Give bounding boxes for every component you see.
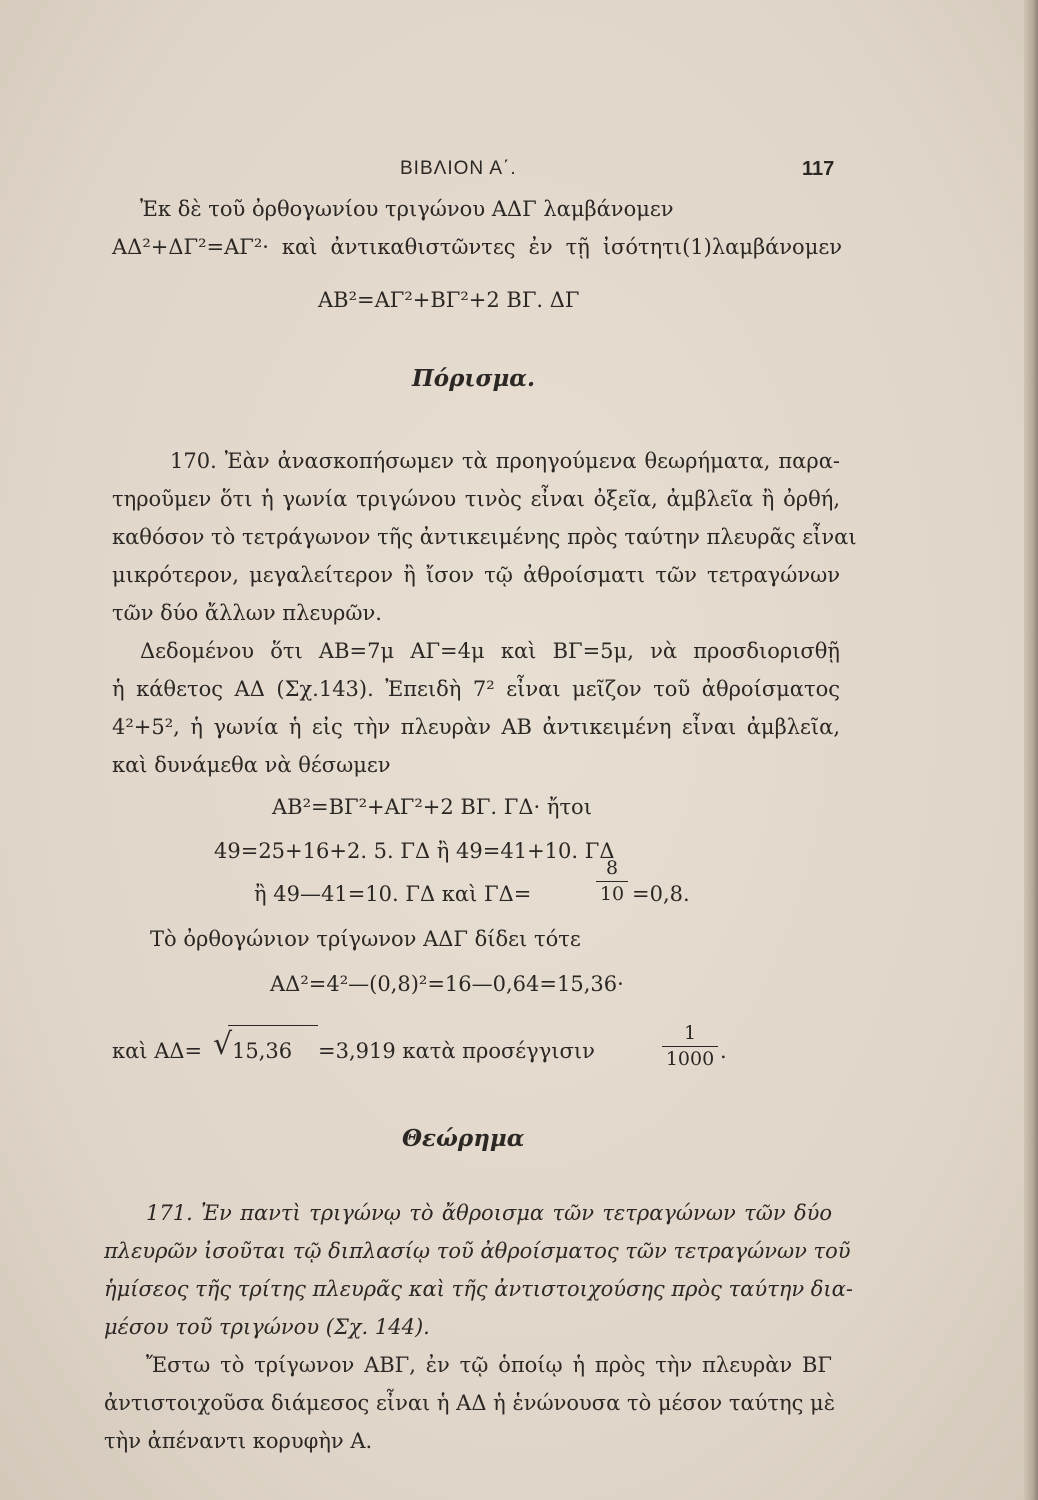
paragraph-line: μικρότερον, μεγαλείτερον ἢ ἴσον τῷ ἀθροίσματι τῶν τετραγώνων	[112, 563, 840, 587]
theorem-heading: Θεώρημα	[402, 1125, 525, 1152]
theorem-line	[146, 1199, 832, 1227]
equation: =0,8.	[632, 882, 690, 906]
paragraph-line: Τὸ ὀρθογώνιον τρίγωνον ΑΔΓ δίδει τότε	[150, 927, 581, 951]
paragraph-line: Δεδομένου ὅτι ΑΒ=7μ ΑΓ=4μ καὶ ΒΓ=5μ, νὰ προσδιορισθῇ	[140, 639, 840, 663]
fraction	[596, 857, 628, 905]
fraction-denominator: 1000	[662, 1046, 718, 1070]
equation: ἢ 49—41=10. ΓΔ καὶ ΓΔ=	[254, 882, 532, 906]
theorem-text: 171. Ἐν παντὶ τριγώνῳ τὸ ἄθροισμα τῶν τετραγώνων τῶν δύο	[146, 1201, 832, 1225]
paragraph-line: ἡ κάθετος ΑΔ (Σχ.143). Ἐπειδὴ 7² εἶναι μεῖζον τοῦ ἀθροίσματος	[112, 677, 840, 701]
paragraph-line: 170. Ἐὰν ἀνασκοπήσωμεν τὰ προηγούμενα θεωρήματα, παρα-	[170, 449, 840, 473]
paragraph-line: 4²+5², ἡ γωνία ἡ εἰς τὴν πλευρὰν ΑΒ ἀντικειμένη εἶναι ἀμβλεῖα,	[112, 715, 840, 739]
proof-line: Ἔστω τὸ τρίγωνον ΑΒΓ, ἐν τῷ ὁποίῳ ἡ πρὸς τὴν πλευρὰν ΒΓ	[146, 1353, 832, 1377]
page-number: 117	[802, 158, 835, 180]
equation: 49=25+16+2. 5. ΓΔ ἢ 49=41+10. ΓΔ	[214, 839, 615, 863]
sqrt-radicand: 15,36	[232, 1039, 293, 1063]
paragraph-line: καὶ δυνάμεθα νὰ θέσωμεν	[112, 753, 391, 777]
theorem-line: πλευρῶν ἰσοῦται τῷ διπλασίῳ τοῦ ἀθροίσματος τῶν τετραγώνων τοῦ	[104, 1239, 851, 1263]
theorem-line: μέσου τοῦ τριγώνου (Σχ. 144).	[104, 1315, 430, 1339]
proof-line: ἀντιστοιχοῦσα διάμεσος εἶναι ἡ ΑΔ ἡ ἑνώνουσα τὸ μέσον ταύτης μὲ	[104, 1391, 835, 1415]
paragraph-line: τηροῦμεν ὅτι ἡ γωνία τριγώνου τινὸς εἶναι ὀξεῖα, ἀμβλεῖα ἢ ὀρθή,	[112, 487, 840, 511]
book-spine	[1024, 0, 1038, 1500]
fraction-denominator: 10	[596, 881, 628, 905]
top-text-line: Ἐκ δὲ τοῦ ὀρθογωνίου τριγώνου ΑΔΓ λαμβάνομεν	[140, 197, 674, 221]
fraction-numerator: 8	[605, 857, 619, 879]
fraction	[662, 1022, 718, 1070]
formula: ΑΒ²=ΑΓ²+ΒΓ²+2 ΒΓ. ΔΓ	[318, 288, 580, 312]
paragraph-line: καθόσον τὸ τετράγωνον τῆς ἀντικειμένης πρὸς ταύτην πλευρᾶς εἶναι	[112, 525, 857, 549]
equation: =3,919 κατὰ προσέγγισιν	[318, 1039, 595, 1063]
porisma-heading: Πόρισμα.	[412, 365, 535, 392]
equation: .	[720, 1039, 727, 1063]
fraction-numerator: 1	[683, 1022, 697, 1044]
sqrt-sign: √	[213, 1027, 233, 1062]
equation: ΑΔ²=4²—(0,8)²=16—0,64=15,36·	[270, 972, 624, 996]
sqrt-overline	[228, 1025, 318, 1026]
running-header: ΒΙΒΛΙΟΝ Α΄.	[400, 158, 517, 179]
theorem-line: ἡμίσεος τῆς τρίτης πλευρᾶς καὶ τῆς ἀντιστοιχούσης πρὸς ταύτην δια-	[104, 1277, 853, 1301]
proof-line: τὴν ἀπέναντι κορυφὴν Α.	[104, 1429, 373, 1453]
equation: ΑΒ²=ΒΓ²+ΑΓ²+2 ΒΓ. ΓΔ· ἤτοι	[272, 795, 592, 819]
top-text-line: ΑΔ²+ΔΓ²=ΑΓ²· καὶ ἀντικαθιστῶντες ἐν τῇ ἰσότητι(1)λαμβάνομεν	[112, 235, 842, 259]
paragraph-line: τῶν δύο ἄλλων πλευρῶν.	[112, 601, 382, 625]
equation: καὶ ΑΔ=	[112, 1039, 203, 1063]
